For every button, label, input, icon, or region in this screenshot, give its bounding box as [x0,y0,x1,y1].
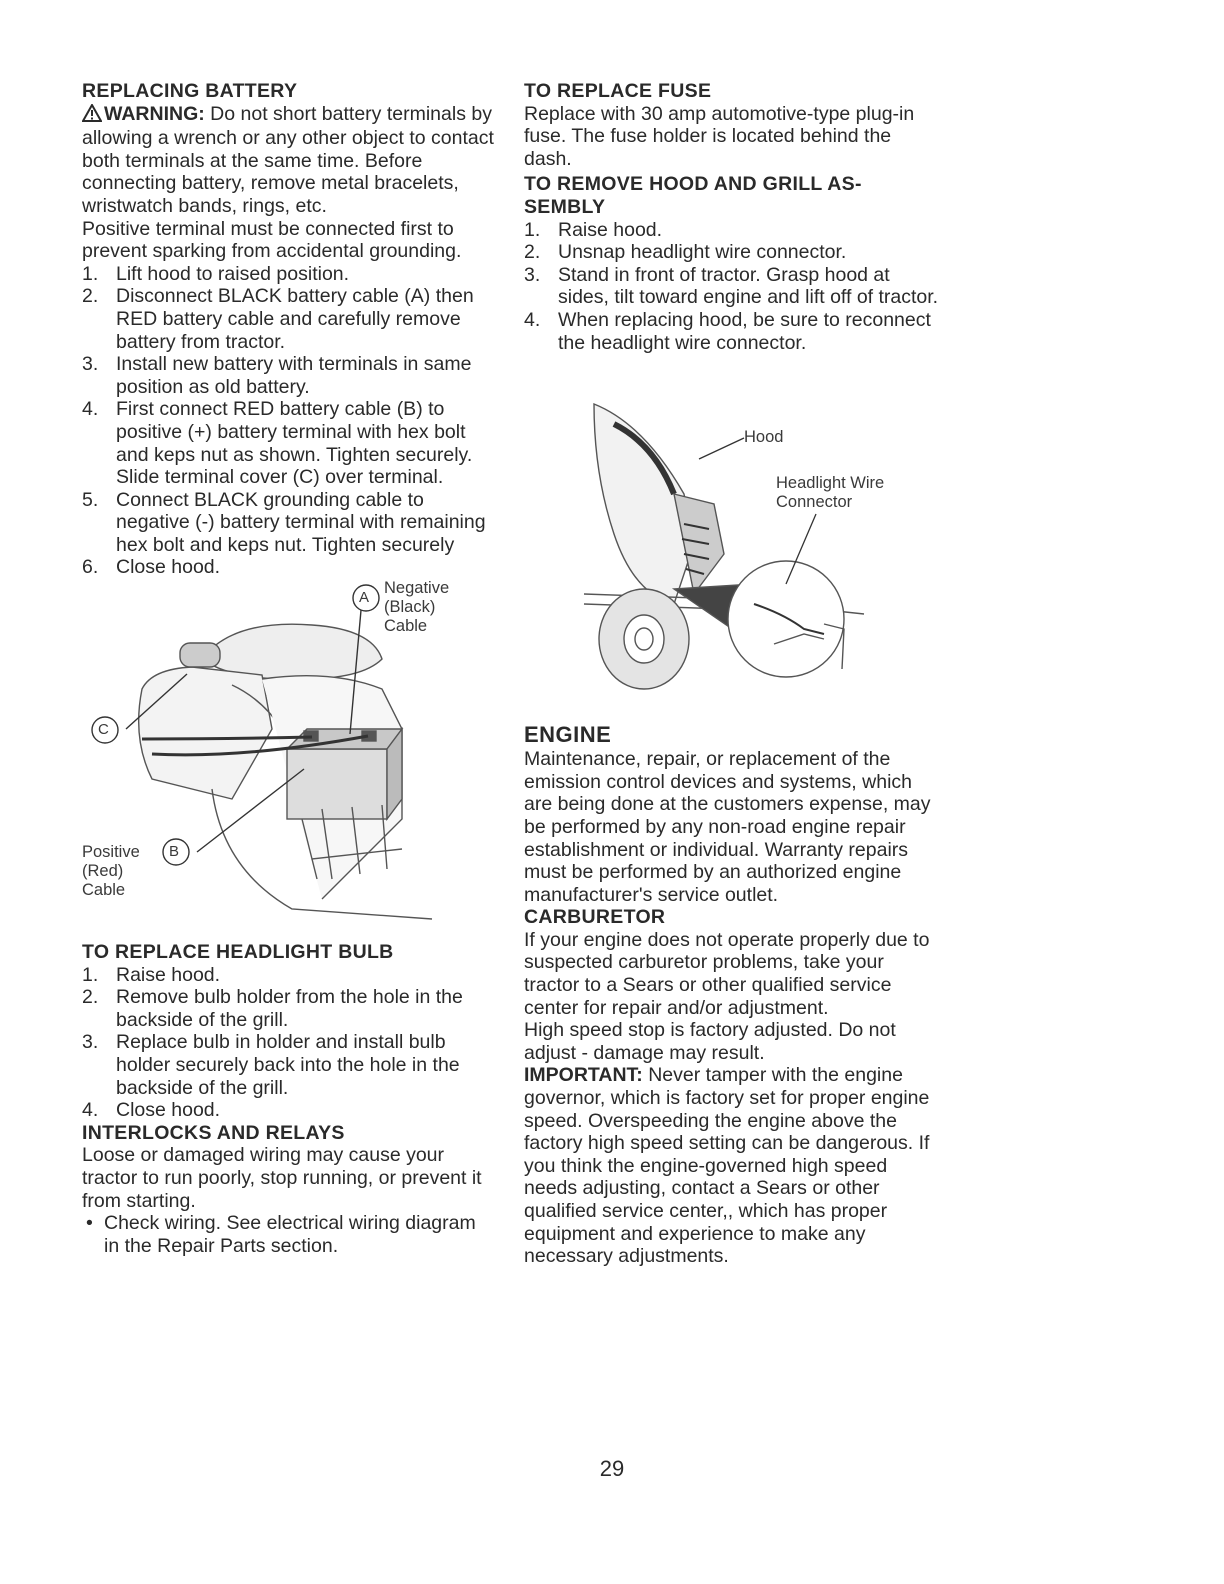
callout-a-label: A [359,589,370,607]
interlocks-text: Loose or damaged wiring may cause your tractor to run poorly, stop running, or prevent it from starting. [82,1144,482,1212]
battery-steps [82,263,494,579]
list-item: 2. Unsnap headlight wire connector. [524,241,847,264]
warning-text: Do not short battery terminals by allowing a wrench or any other object to contact both terminals at the same time. Before connecting battery, remove metal bracelets, wristwatch bands, rings, etc. [82,102,494,217]
negative-cable-label: Negative (Black) Cable [384,579,450,636]
remove-hood-heading: TO REMOVE HOOD AND GRILL AS- SEMBLY [524,173,862,218]
list-item: 2. Disconnect BLACK battery cable (A) then RED battery cable and carefully remove battery from tractor. [82,285,474,353]
list-item: 4. When replacing hood, be sure to reconnect the headlight wire connector. [524,308,931,354]
important-text: Never tamper with the engine governor, which is factory set for proper engine speed. Overspeeding the engine above the factory high speed setting can be dangerous. If you think the engine-governed high speed needs adjusting, contact a Sears or other qualified service center,, which has proper equipment and experience to make any necessary adjustments. [524,1064,930,1268]
list-item: 3. Stand in front of tractor. Grasp hood at sides, tilt toward engine and lift off of tractor. [524,263,939,309]
engine-heading: ENGINE [524,722,612,748]
warning-label: WARNING: [104,102,205,125]
headlight-bulb-heading: TO REPLACE HEADLIGHT BULB [82,941,394,964]
list-item: 1. Raise hood. [524,218,663,241]
carburetor-text-1: If your engine does not operate properly due to suspected carburetor problems, take your tractor to a Sears or other qualified service center for repair and/or adjustment. [524,928,930,1019]
hood-label: Hood [744,428,784,447]
right-column [524,80,944,1268]
replacing-battery-heading: REPLACING BATTERY [82,80,298,102]
replace-fuse-text: Replace with 30 amp automotive-type plug-in fuse. The fuse holder is located behind the dash. [524,102,915,170]
battery-warning [82,103,494,218]
headlight-connector-label: Headlight Wire Connector [776,474,885,512]
list-item: 3. Install new battery with terminals in same position as old battery. [82,353,472,398]
list-item: 1. Lift hood to raised position. [82,262,350,285]
list-item: 6. Close hood. [82,556,221,579]
important-label: IMPORTANT: [524,1064,643,1087]
hood-illustration [524,384,944,714]
carburetor-text-2: High speed stop is factory adjusted. Do not adjust - damage may result. [524,1019,896,1064]
callout-c-label: C [98,721,109,739]
callout-b-label: B [169,843,180,861]
list-item: 4. Close hood. [82,1099,221,1122]
page-number: 29 [599,1456,625,1481]
battery-figure [82,579,494,941]
battery-note: Positive terminal must be connected first to prevent sparking from accidental grounding. [82,217,462,263]
engine-text: Maintenance, repair, or replacement of the emission control devices and systems, which are being done at the customers expense, may be performed by any non-road engine repair establishment or individual. Warranty repairs must be performed by an authorized engine manufacturer's service outlet. [524,748,931,906]
carburetor-heading: CARBURETOR [524,906,666,929]
headlight-steps [82,964,494,1122]
list-item: 2. Remove bulb holder from the hole in the backside of the grill. [82,986,463,1031]
warning-triangle-icon [82,104,102,128]
remove-hood-steps [524,219,944,355]
interlocks-bullets [82,1212,494,1257]
list-item: • Check wiring. See electrical wiring diagram in the Repair Parts section. [86,1212,476,1257]
list-item: 4. First connect RED battery cable (B) to positive (+) battery terminal with hex bolt and keps nut as shown. Tighten securely. Slide terminal cover (C) over terminal. [82,398,473,489]
positive-cable-label: Positive (Red) Cable [82,843,140,900]
list-item: 1. Raise hood. [82,963,221,986]
interlocks-heading: INTERLOCKS AND RELAYS [82,1121,345,1144]
hood-figure [524,384,944,714]
list-item: 5. Connect BLACK grounding cable to negative (-) battery terminal with remaining hex bolt and keps nut. Tighten securely [82,488,486,556]
list-item: 3. Replace bulb in holder and install bulb holder securely back into the hole in the backside of the grill. [82,1031,460,1099]
left-column [82,80,494,1257]
carburetor-important [524,1064,944,1267]
replace-fuse-heading: TO REPLACE FUSE [524,80,712,102]
